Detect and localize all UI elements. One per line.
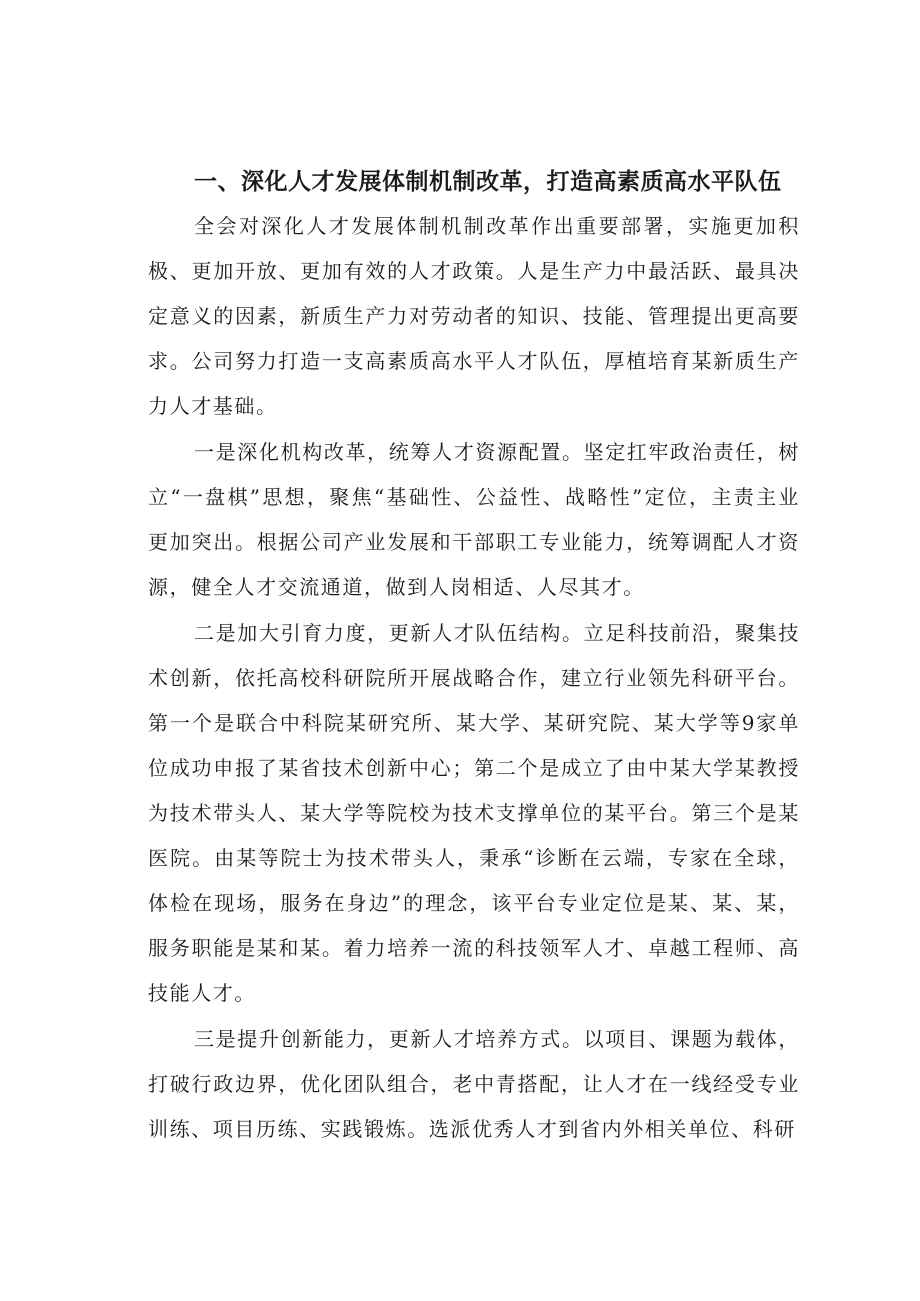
paragraph-point-three: 三是提升创新能力，更新人才培养方式。以项目、课题为载体，打破行政边界，优化团队组合，老中青搭配，让人才在一线经受专业训练、项目历练、实践锻炼。选派优秀人才到省内外相关单位、科研 bbox=[148, 1027, 800, 1141]
document-page bbox=[148, 160, 800, 1152]
paragraph-intro: 全会对深化人才发展体制机制改革作出重要部署，实施更加积极、更加开放、更加有效的人才政策。人是生产力中最活跃、最具决定意义的因素，新质生产力对劳动者的知识、技能、管理提出更高要求。公司努力打造一支高素质高水平人才队伍，厚植培育某新质生产力人才基础。 bbox=[148, 214, 800, 418]
section-heading: 一、深化人才发展体制机制改革，打造高素质高水平队伍 bbox=[194, 169, 782, 195]
paragraph-point-one: 一是深化机构改革，统筹人才资源配置。坚定扛牢政治责任，树立“一盘棋”思想，聚焦“基础性、公益性、战略性”定位，主责主业更加突出。根据公司产业发展和干部职工专业能力，统筹调配人才资源，健全人才交流通道，做到人岗相适、人尽其才。 bbox=[148, 440, 800, 599]
paragraph-point-two: 二是加大引育力度，更新人才队伍结构。立足科技前沿，聚集技术创新，依托高校科研院所开展战略合作，建立行业领先科研平台。第一个是联合中科院某研究所、某大学、某研究院、某大学等9家单位成功申报了某省技术创新中心；第二个是成立了由中某大学某教授为技术带头人、某大学等院校为技术支撑单位的某平台。第三个是某医院。由某等院士为技术带头人，秉承“诊断在云端，专家在全球，体检在现场，服务在身边”的理念，该平台专业定位是某、某、某，服务职能是某和某。着力培养一流的科技领军人才、卓越工程师、高技能人才。 bbox=[148, 621, 800, 1005]
